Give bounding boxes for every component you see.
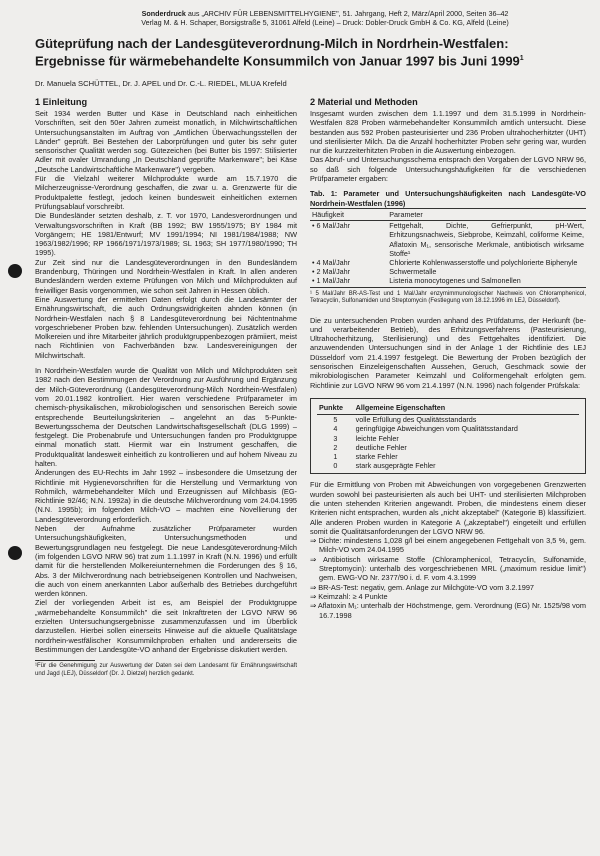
table-row: • 6 Mal/Jahr Fettgehalt, Dichte, Gefrierpunkt, pH-Wert, Erhitzungsnachweis, Siebprobe, Keimzahl, coliforme Keime, Aflatoxin M₁, sensorische Merkmale, antibiotisch wirksame Stoffe¹ — [312, 221, 584, 258]
table-header: Häufigkeit — [310, 208, 387, 220]
paragraph: Seit 1934 werden Butter und Käse in Deutschland nach einheitlichen Vorschriften, seit den 50er Jahren zumeist monatlich, in Milchwirtschaftlichen Untersuchungsanstalten im Auftrag von „Amtlichen Überwachungsstellen der Länder" geprüft. Bei Bestehen der Laborprüfungen und guter bis sehr guter sensorischer Qualität werden sog. Gütezeichen (bei Butter bis 1997: Stilisierter Adler mit ovaler Umrandung „In Deutschland geprüfte Markenware"; bei Käse „Deutsche Landwirtschaftliche Markenware") vergeben. — [35, 109, 297, 174]
score-table — [317, 402, 579, 470]
paragraph: Ziel der vorliegenden Arbeit ist es, am Beispiel der Produktgruppe „wärmebehandelte Konsummilch" die seit Inkrafttreten der LGVO NRW 96 erzielten Untersuchungsergebnisse zusammenzufassen und im Überblick darzustellen. Hierbei sollen einerseits Hinweise auf die aktuelle Qualitätslage nordrhein-westfälischer Konsummilchproben erhalten und andererseits die Bestimmungen der Landesgüte-VO anhand der Ergebnisse diskutiert werden. — [35, 598, 297, 654]
frequency-table — [310, 208, 586, 288]
table-note: ¹ 5 Mal/Jahr BR-AS-Test und 1 Mal/Jahr enzymimmunologischer Nachweis von Chloramphenicol, Tetracyclin, Sulfonamiden und Streptomycin (Festlegung vom 18.12.1996 im LEJ, Düsseldorf). — [310, 290, 586, 305]
paragraph: Zur Zeit sind nur die Landesgüteverordnungen in den Bundesländern Brandenburg, Thüringen und Nordrhein-Westfalen in Kraft. In allen anderen Bundesländern werden externe Prüfungen von Milch und Milchprodukten auf freiwilliger Basis vorgenommen, wie schon seit Jahren in Hessen üblich. — [35, 257, 297, 295]
header-publisher: Verlag M. & H. Schaper, Borsigstraße 5, 31061 Alfeld (Leine) – Druck: Dobler-Druck GmbH & Co. KG, Alfeld (Leine) — [141, 18, 509, 27]
author-line: Dr. Manuela SCHÜTTEL, Dr. J. APEL und Dr. C.-L. RIEDEL, MLUA Krefeld — [35, 79, 287, 88]
table-row: • 4 Mal/Jahr Chlorierte Kohlenwasserstoffe und polychlorierte Biphenyle — [312, 257, 578, 267]
table-row: 2 deutliche Fehler — [333, 442, 407, 452]
table-row: • 1 Mal/Jahr Listeria monocytogenes und Salmonellen — [310, 276, 586, 287]
table-row: 3 leichte Fehler — [333, 433, 399, 443]
list-item: ⇒ Antibiotisch wirksame Stoffe (Chloramphenicol, Tetracyclin, Sulfonamide, Streptomycin): unterhalb des vorgeschriebenen MRL („maximum residue limit") gem. EWG-VO Nr. 2377/90 i. d. F. vom 4.3.1999 — [310, 554, 586, 583]
paragraph: Eine Auswertung der ermittelten Daten erfolgt durch die Landesämter der Ernährungswirtschaft, die auch Ordnungswidrigkeiten ahnden können (in Nordrhein-Westfalen nach § 8 Landesgüteverordnung bei Nichtentnahme vorgeschriebener Proben bzw. fehlenden Untersuchungen). Zusätzlich werden Molkereien und ihre Mitarbeiter jährlich produktgruppenbezogen prämiiert, meist nach Richtlinien von Fachverbänden bzw. Landesvereinigungen der Milchwirtschaft. — [35, 294, 297, 360]
table-row: 0 stark ausgeprägte Fehler — [333, 461, 436, 471]
footnote: ¹Für die Genehmigung zur Auswertung der Daten sei dem Landesamt für Ernährungswirtschaft und Jagd (LEJ), Düsseldorf (Dr. J. Dietzel) herzlich gedankt. — [35, 663, 297, 677]
punch-hole — [8, 546, 22, 560]
list-item: ⇒ Aflatoxin M₁: unterhalb der Höchstmenge, gem. Verordnung (EG) Nr. 1525/98 vom 16.7.1998 — [310, 601, 586, 620]
paragraph: Das Abruf- und Untersuchungsschema entsprach den Vorgaben der LGVO NRW 96, so daß sich folgende Untersuchungshäufigkeiten für die verschiedenen Prüfparameter ergaben: — [310, 155, 586, 184]
title-footnote-mark: 1 — [519, 55, 524, 62]
footnote-rule — [35, 660, 95, 661]
paragraph: In Nordrhein-Westfalen wurde die Qualität von Milch und Milchprodukten seit 1982 nach den Bestimmungen der Verordnung zur Ausführung und Ergänzung der Milch-Güteverordnung (Landesgüteverordnung-Milch Nordrhein-Westfalen) vom 20.01.1982 kontrolliert. Hier waren verschiedene Prüfparameter im chemisch-physikalischen, mikrobiologischen und sensorischen Bereich sowie entsprechende Beurteilungskriterien – angelehnt an das 5-Punkte-Bewertungsschema der Deutschen Landwirtschaftsgesellschaft (DLG 1999) – festgelegt. Die Probenabrufe und Untersuchungen fanden pro Produktgruppe einmal monatlich statt. Hiermit war ein Instrument geschaffen, die Produktqualität landesweit einheitlich zu kontrollieren und auf hohem Niveau zu halten. — [35, 366, 297, 468]
offprint-header — [60, 9, 590, 27]
score-table-box — [310, 398, 586, 474]
paper-title: Güteprüfung nach der Landesgüteverordnung-Milch in Nordrhein-Westfalen: Ergebnisse für wärmebehandelte Konsummilch von Januar 1997 bis Juni 1999$^1$ — [35, 36, 524, 69]
table-row: 4 geringfügige Abweichungen vom Qualitätsstandard — [333, 424, 518, 434]
table-caption: Tab. 1: Parameter und Untersuchungshäufigkeiten nach Landesgüte-VO Nordrhein-Westfalen (1996) — [310, 189, 586, 208]
paragraph: Für die Ermittlung von Proben mit Abweichungen von vorgegebenen Grenzwerten wurden sowohl bei pasteurisierten als auch bei UHT- und sterilisierten Milchproben die unten stehenden Kriterien angewandt. Proben, die mindestens einem dieser Kriterien nicht entsprachen, wurden als „nicht akzeptabel" (Kategorie B) klassifiziert. Alle anderen Proben wurden in Kategorie A („akzeptabel") eingeteilt und erfüllen somit die Qualitätsanforderungen der LGVO NRW 96. — [310, 480, 586, 536]
table-header: Allgemeine Eigenschaften — [354, 402, 579, 415]
list-item: ⇒ BR-AS-Test: negativ, gem. Anlage zur Milchgüte-VO vom 3.2.1997 — [310, 582, 534, 592]
table-row: 5 volle Erfüllung des Qualitätsstandards — [333, 415, 477, 425]
section-heading: 1 Einleitung — [35, 97, 88, 107]
paragraph: Neben der Aufnahme zusätzlicher Prüfparameter wurden Untersuchungshäufigkeiten, Untersuchungsmethoden und Bewertungsgrundlagen neu festgelegt. Die neue Landesgüteverordnung-Milch (im folgenden LGVO NRW 96) trat zum 1.1.1997 in Kraft (N.N. 1996) und erfüllt damit für die herstellenden Molkereiunternehmen die Forderungen des § 16, Abs. 3 der Milchverordnung nach betriebseigenen Kontrollen und Nachweisen, die auch von einem anerkannten Labor außerhalb des Betriebes durchgeführt werden können. — [35, 524, 297, 599]
list-item: ⇒ Keimzahl: ≥ 4 Punkte — [310, 591, 388, 601]
table-row: • 2 Mal/Jahr Schwermetalle — [312, 267, 437, 277]
paragraph: Die Bundesländer setzten deshalb, z. T. vor 1970, Landesverordnungen und Verwaltungsvorschriften in Kraft (BB 1992; BW 1955/1975; BY 1984 mit Vorgängern; HE 1981/Entwurf; MV 1991/1994; NI 1981/1984/1988; NW 1963/1982/1996; RP 1966/1971/1973/1989; SL 1963; SH 1977/1980/1990; TH 1995). — [35, 211, 297, 258]
paragraph: Insgesamt wurden zwischen dem 1.1.1997 und dem 31.5.1999 in Nordrhein-Westfalen 828 Proben wärmebehandelter Konsummilch amtlich untersucht. Diese bestanden aus 592 Proben pasteurisierter und 236 Proben ultrahocherhitzter (UHT) und sterilisierter Milch. Da die Anzahl hocherhitzter Proben sehr gering war, wurden nur die kurzzeiterhitzten Proben in die Auswertung einbezogen. — [310, 109, 586, 156]
right-column — [310, 94, 586, 620]
paragraph: Die zu untersuchenden Proben wurden anhand des Prüfdatums, der Herkunft (be- und verarbeitender Betrieb), des Erhitzungsverfahrens (Pasteurisierung, Ultrahocherhitzung, Sterilisierung) und des Fettgehaltes identifiziert. Die anzuwendenden Untersuchungen sind in der Anlage 1 der Richtlinie des LEJ Düsseldorf vom 21.4.1997 festgelegt. Die Bewertung der Proben bezüglich der sensorischen Einzeleigenschaften Aussehen, Geruch, Geschmack sowie der mikrobiologischen Parameter Keimzahl und Coliformengehalt erfolgten gem. Richtlinie zur LGVO NRW 96 vom 21.4.1997 (N.N. 1996) nach folgender Prüfskala: — [310, 315, 586, 390]
header-offprint-label: Sonderdruck — [141, 9, 186, 18]
punch-hole — [8, 264, 22, 278]
left-column — [35, 94, 297, 678]
table-row: 1 starke Fehler — [333, 451, 398, 461]
section-heading: 2 Material und Methoden — [310, 97, 418, 107]
list-item: ⇒ Dichte: mindestens 1,028 g/l bei einem angegebenen Fettgehalt von 3,5 %, gem. Milch-VO vom 24.04.1995 — [310, 536, 586, 555]
header-journal: aus „ARCHIV FÜR LEBENSMITTELHYGIENE", 51. Jahrgang, Heft 2, März/April 2000, Seiten 36–42 — [185, 9, 509, 18]
table-header: Parameter — [387, 208, 586, 220]
paragraph: Für die Vielzahl weiterer Milchprodukte wurde am 15.7.1970 die Milcherzeugnisse-Verordnung geschaffen, die zwar u. a. Grenzwerte für die Produktpalette festlegt, jedoch keinen bundesweit einheitlichen externen Prüfungsablauf vorschreibt. — [35, 174, 297, 211]
paragraph: Änderungen des EU-Rechts im Jahr 1992 – insbesondere die Umsetzung der Richtlinie mit Hygienevorschriften für die Herstellung und Vermarktung von Rohmilch, wärmebehandelter Milch und Erzeugnissen auf Milchbasis (EG-Richtlinie 92/46; N.N. 1992a) in die deutsche Milchverordnung vom 24.04.1995 (N.N. 1995b); im folgenden Milch-VO – machten eine Novellierung der Landesgüteverordnung erforderlich. — [35, 468, 297, 524]
table-header: Punkte — [317, 402, 354, 415]
